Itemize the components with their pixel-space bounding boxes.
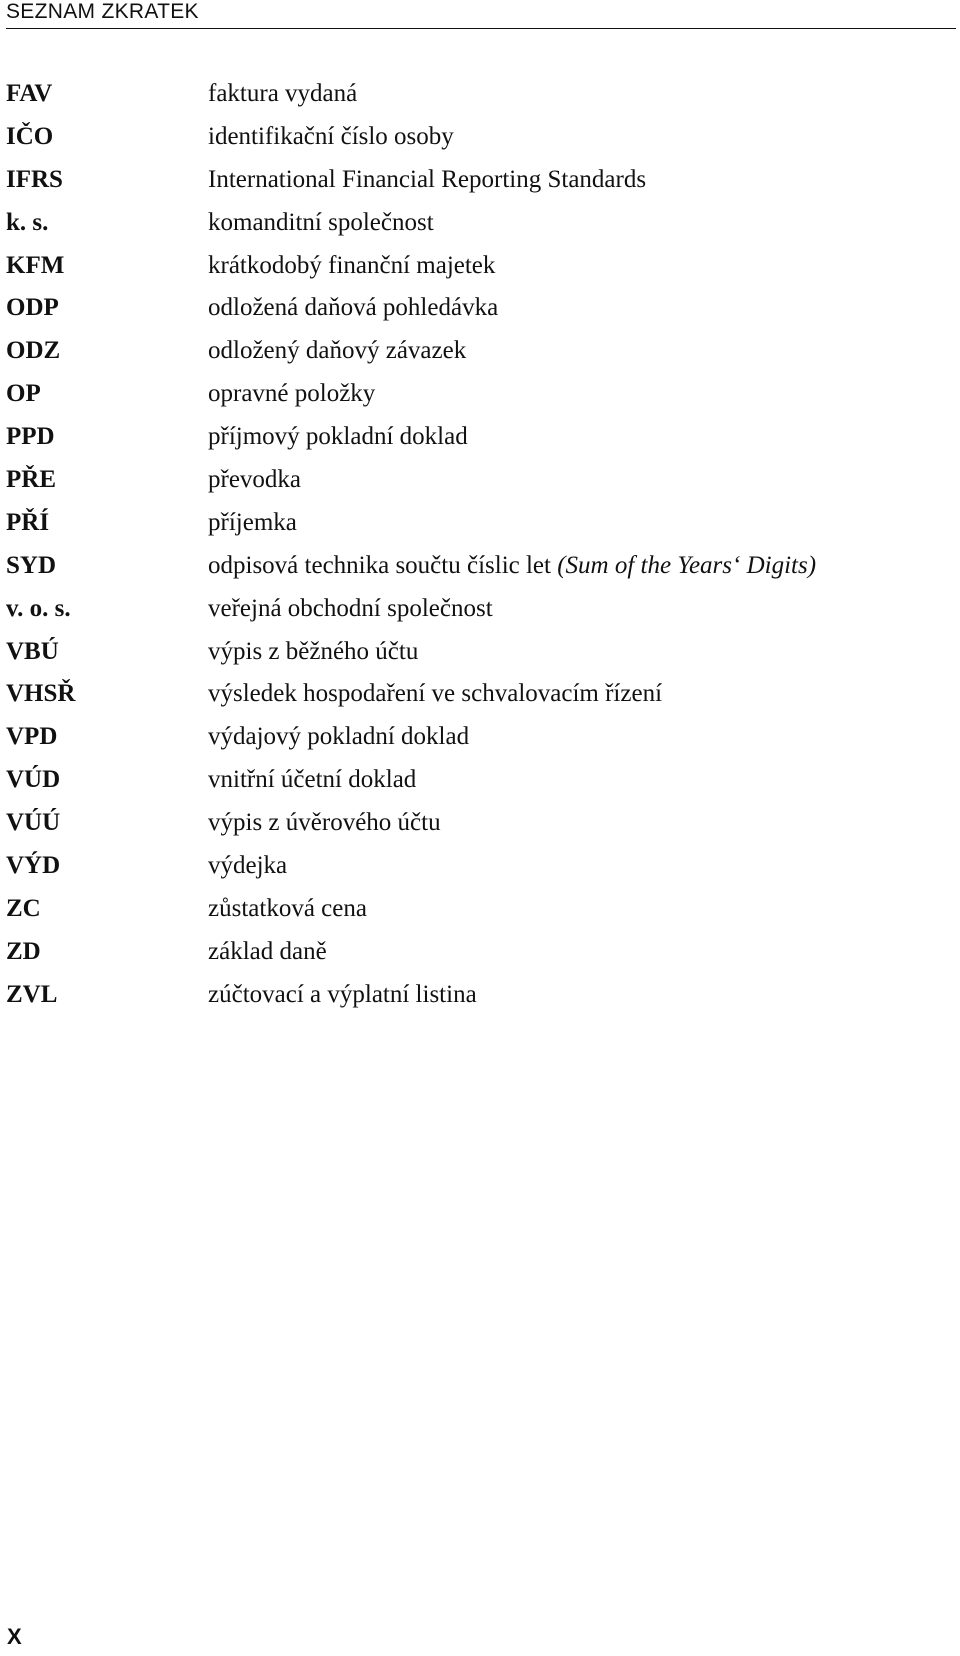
abbreviation-meaning: komanditní společnost [208,208,434,236]
abbreviation-definition [208,588,493,630]
abbreviation-term: ODZ [6,337,61,365]
abbreviation-meaning: odložený daňový závazek [208,337,467,365]
abbreviation-term: FAV [6,80,53,107]
abbreviation-term: ZD [6,937,41,965]
abbreviation-english-note: (Sum of the Years‘ Digits) [557,551,817,579]
abbreviation-definition [208,802,441,844]
abbreviation-meaning: opravné položky [208,380,376,408]
abbreviation-term: k. s. [6,208,49,236]
abbreviation-term: IČO [6,122,54,150]
abbreviation-meaning: příjemka [208,508,297,536]
abbreviation-definition [208,330,466,372]
abbreviation-meaning: převodka [208,466,302,494]
abbreviation-term: PŘÍ [6,508,50,536]
abbreviation-term: VPD [6,723,58,751]
abbreviation-meaning: identifikační číslo osoby [208,122,454,150]
header-divider [6,28,956,29]
abbreviation-definition [208,845,287,887]
abbreviation-definition [208,159,646,201]
abbreviation-term: KFM [6,251,65,279]
abbreviation-definition [208,373,375,415]
abbreviation-definition [208,974,477,1016]
abbreviation-term: PPD [6,423,55,451]
abbreviation-definition [208,888,367,930]
abbreviation-term: VÚÚ [6,809,61,837]
abbreviation-meaning: výpis z běžného účtu [208,637,419,665]
abbreviation-meaning: výdajový pokladní doklad [208,723,470,751]
abbreviation-term: PŘE [6,466,56,494]
abbreviation-meaning: výdejka [208,852,288,880]
abbreviation-definition [208,287,498,329]
abbreviation-term: SYD [6,551,57,579]
abbreviation-term: v. o. s. [6,594,71,622]
abbreviation-definition [208,631,418,673]
abbreviation-meaning: International Financial Reporting Standards [208,165,647,193]
abbreviation-meaning: vnitřní účetní doklad [208,766,417,794]
abbreviation-term: IFRS [6,165,63,193]
abbreviation-definition [208,545,816,587]
abbreviation-definition [208,202,434,244]
abbreviation-definition [208,759,416,801]
abbreviation-term: ZC [6,894,41,922]
abbreviation-term: OP [6,380,41,408]
abbreviation-meaning: faktura vydaná [208,80,358,107]
abbreviation-definition [208,116,454,158]
abbreviation-term: VHSŘ [6,680,76,708]
abbreviation-term: VBÚ [6,637,59,665]
abbreviation-definition [208,245,495,287]
abbreviation-meaning: zůstatková cena [208,894,367,922]
abbreviation-definition [208,502,297,544]
abbreviation-term: ZVL [6,980,58,1008]
abbreviation-meaning: příjmový pokladní doklad [208,423,468,451]
abbreviation-meaning: zúčtovací a výplatní listina [208,980,477,1008]
abbreviation-definition [208,673,662,715]
abbreviation-meaning: odpisová technika součtu číslic let [208,551,551,579]
abbreviation-meaning: výsledek hospodaření ve schvalovacím řízení [208,680,663,708]
page-number: X [7,1624,22,1649]
abbreviation-definition [208,459,301,501]
abbreviation-definition [208,716,469,758]
running-header: SEZNAM ZKRATEK [6,0,199,23]
abbreviation-definition [208,931,327,973]
abbreviation-meaning: základ daně [208,937,327,965]
abbreviation-term: ODP [6,294,59,322]
abbreviation-term: VÝD [6,852,61,880]
abbreviation-definition [208,416,468,458]
abbreviation-meaning: krátkodobý finanční majetek [208,251,496,279]
abbreviation-term: VÚD [6,766,61,794]
abbreviation-meaning: výpis z úvěrového účtu [208,809,441,837]
abbreviation-definition [208,73,357,115]
abbreviation-meaning: veřejná obchodní společnost [208,594,493,622]
abbreviation-meaning: odložená daňová pohledávka [208,294,499,322]
